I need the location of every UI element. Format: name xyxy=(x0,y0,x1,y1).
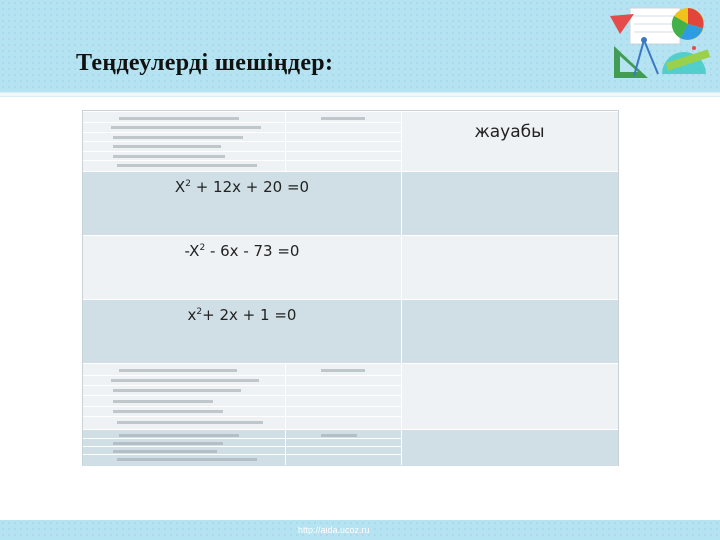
table-header-row xyxy=(83,111,618,172)
faded-image-overlay xyxy=(83,112,401,172)
column-divider xyxy=(401,111,402,465)
footer-url: http://aida.ucoz.ru xyxy=(298,525,370,535)
table-row xyxy=(83,299,618,364)
table-row xyxy=(83,235,618,300)
table-row xyxy=(83,429,618,466)
page-title: Теңдеулерді шешіңдер: xyxy=(76,50,334,76)
answer-column-header: жауабы xyxy=(474,122,545,142)
column-divider xyxy=(285,111,286,171)
table-row xyxy=(83,171,618,236)
table-row xyxy=(83,363,618,430)
equation-cell: $-X^2 - 6x - 73 =0$ xyxy=(184,242,300,260)
equation-cell: $x^2+ 2x + 1 =0$ xyxy=(187,306,297,324)
faded-image-overlay xyxy=(83,430,401,466)
faded-image-overlay xyxy=(83,364,401,430)
geometry-tools-icon xyxy=(604,4,714,84)
column-divider xyxy=(285,363,286,465)
header-divider xyxy=(0,92,720,97)
equations-table xyxy=(82,110,619,466)
equation-cell: $X^2 + 12x + 20 =0$ xyxy=(174,178,310,196)
